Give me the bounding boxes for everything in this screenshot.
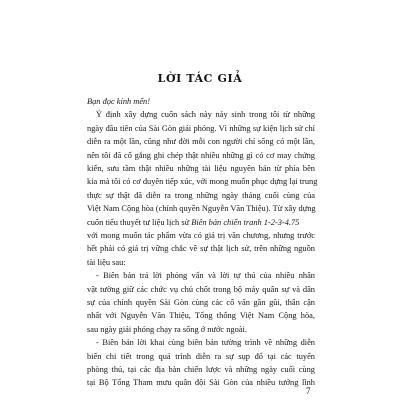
paragraph-1-line-9 (87, 217, 315, 229)
page-number: 7 (306, 386, 311, 396)
paragraph1-rest-1-line: hết phải có giá trị vững chắc về sự thật lịch sử, trên những nguồn (87, 244, 315, 254)
paragraph2-2-line: sự của chính quyền Sài Gòn cùng các cố vấn gần gũi, thân cận (87, 298, 315, 307)
paragraph1-rest-2-line: tài liệu sau: (87, 257, 126, 267)
paragraph3-1-line: biến chi tiết trong quá trình diễn ra sự sụp đổ tại các tuyến (87, 351, 315, 361)
paragraph2-0-line: - Biên bản trả lời phỏng vấn và lời tự thú của nhiều nhân (96, 271, 315, 281)
paragraph3-2-line: phòng thủ, tại các địa bàn chiến lược và những ngày cuối cùng (87, 365, 315, 374)
paragraph1-6-line: thực sự thật đã diễn ra trong những ngày tháng cuối cùng của (87, 190, 315, 200)
paragraph1-4-line: kiến, sưu tầm thật nhiều những tài liệu nguyên bản từ phía bên (87, 164, 315, 173)
greeting-line: Bạn đọc kính mến! (87, 97, 151, 106)
paragraph1-rest-0-line: với mong muốn tác phẩm vừa có giá trị văn chương, nhưng trước (87, 231, 315, 240)
paragraph2-4-line: sau ngày giải phóng chạy ra sống ở nước ngoài. (87, 324, 247, 334)
paragraph2-1-line: vật tường giữ các chức vụ chủ chốt trong bộ máy quân sự và dân (87, 284, 315, 294)
page-title: LỜI TÁC GIẢ (157, 72, 243, 85)
paragraph1-2-line: diễn ra một lần, cũng như đời mỗi con người chỉ sống có một lần, (87, 137, 315, 147)
paragraph3-0-line: - Biên bản lời khai cùng biên bản tường trình về những diễn (96, 338, 315, 348)
paragraph1-5-line: kia mà tôi có cơ duyên tiếp xúc, với mong muốn phục dựng lại trung (87, 177, 318, 187)
paragraph-1-line-9-prefix: cuốn tiểu thuyết tư liệu lịch sử (87, 217, 192, 227)
paragraph1-1-line: ngày đầu tiên của Sài Gòn giải phóng. Vì những sự kiện lịch sử chỉ (87, 123, 315, 133)
paragraph1-7-line: Việt Nam Cộng hòa (chính quyền Nguyễn Văn Thiệu). Từ xây dựng (87, 204, 316, 214)
paragraph2-3-line: nhất với Nguyễn Văn Thiệu, Tổng thống Việt Nam Cộng hòa, (87, 311, 315, 321)
paragraph1-0-line: Ý định xây dựng cuốn sách này nảy sinh trong tôi từ những (96, 110, 315, 120)
paragraph3-3-line: tại Bộ Tổng Tham mưu quân đội Sài Gòn của nhiều tướng lĩnh (87, 378, 315, 388)
book-title-reference: Biên bản chiến tranh 1-2-3-4.75 (191, 217, 300, 227)
paragraph1-3-line: nên tôi đã cố gắng ghi chép thật nhiều những gì có cơ may chứng (87, 150, 315, 160)
